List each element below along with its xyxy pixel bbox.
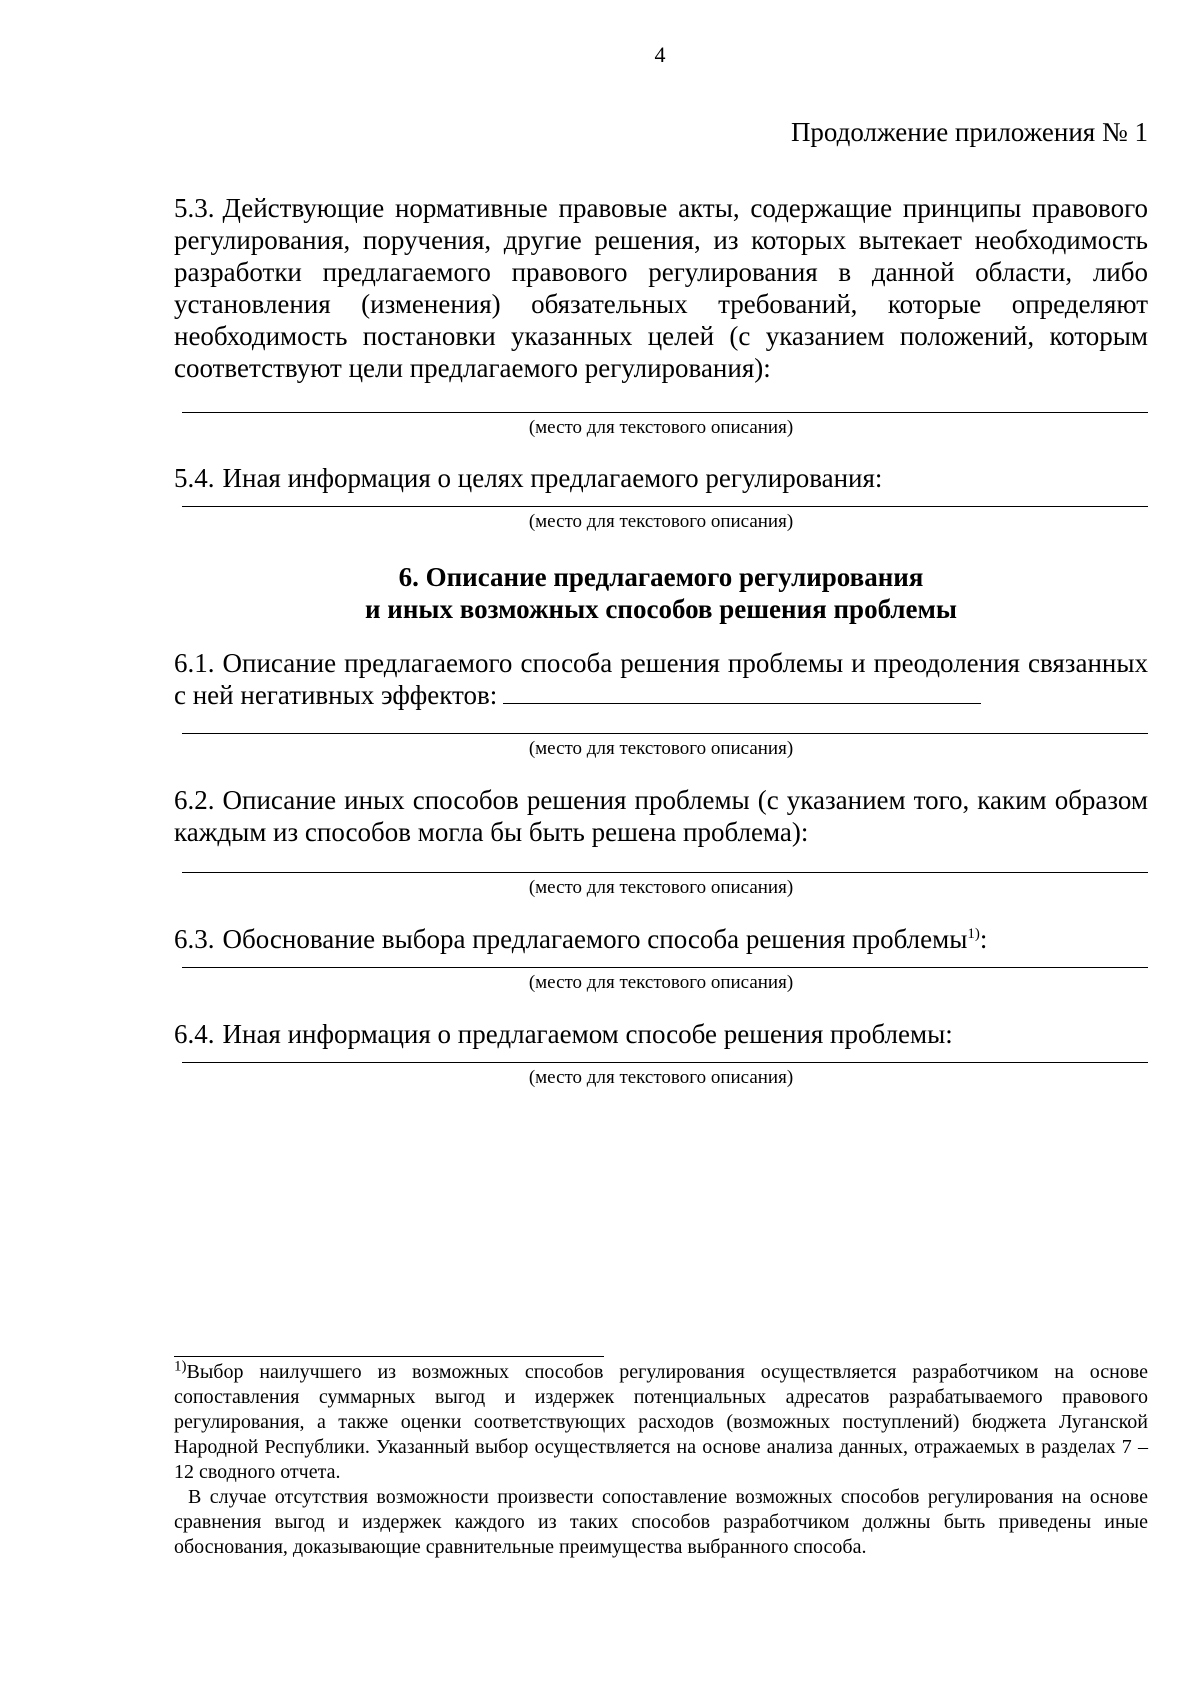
heading-line-2: и иных возможных способов решения проблемы	[364, 594, 958, 624]
text-entry-line[interactable]	[182, 1062, 1148, 1063]
text-entry-line[interactable]	[182, 506, 1148, 507]
section-6-4	[174, 1018, 1148, 1050]
section-suffix: :	[979, 924, 988, 954]
placeholder-caption: (место для текстового описания)	[528, 1067, 794, 1088]
footnote-text: Выбор наилучшего из возможных способов регулирования осуществляется разработчиком на основе сопоставления суммарных выгод и издержек потенциальных адресатов разрабатываемого правового регулирования, а также оценки соответствующих расходов (возможных поступлений) бюджета Луганской Народной Республики. Указанный выбор осуществляется на основе анализа данных, отражаемых в разделах 7 – 12 сводного отчета.	[174, 1361, 1148, 1483]
section-number: 6.4.	[174, 1019, 215, 1049]
footnote-separator	[174, 1356, 604, 1357]
section-number: 5.4.	[174, 463, 215, 493]
section-number: 6.1.	[174, 648, 215, 678]
footnote-1-continued: В случае отсутствия возможности произвести сопоставление возможных способов регулирования на основе сравнения выгод и издержек каждого из таких способов разработчиком должны быть приведены иные обоснования, доказывающие сравнительные преимущества выбранного способа.	[174, 1486, 1148, 1558]
heading-line-1: 6. Описание предлагаемого регулирования	[398, 562, 924, 592]
section-text: Описание предлагаемого способа решения проблемы и преодоления связанных с ней негативных эффектов:	[174, 648, 1148, 710]
section-text: Иная информация о предлагаемом способе решения проблемы:	[222, 1019, 953, 1049]
section-text: Обоснование выбора предлагаемого способа решения проблемы	[222, 924, 968, 954]
section-text: Описание иных способов решения проблемы (с указанием того, каким образом каждым из способов могла бы быть решена проблема):	[174, 785, 1148, 847]
section-5-3	[174, 192, 1148, 384]
page-number: 4	[654, 42, 666, 67]
section-6-2	[174, 784, 1148, 848]
section-number: 6.3.	[174, 924, 215, 954]
section-number: 6.2.	[174, 785, 215, 815]
placeholder-caption: (место для текстового описания)	[528, 511, 794, 532]
document-body	[174, 192, 1148, 1089]
section-text: Иная информация о целях предлагаемого регулирования:	[222, 463, 883, 493]
section-6-heading	[174, 561, 1148, 625]
section-6-3	[174, 923, 1148, 955]
placeholder-caption: (место для текстового описания)	[528, 972, 794, 993]
placeholder-caption: (место для текстового описания)	[528, 417, 794, 438]
footnotes	[174, 1360, 1148, 1560]
appendix-note: Продолжение приложения № 1	[790, 117, 1148, 147]
footnote-mark: 1)	[174, 1358, 187, 1375]
text-entry-line[interactable]	[182, 967, 1148, 968]
section-6-1	[174, 647, 1148, 711]
section-5-4	[174, 462, 1148, 494]
section-text: Действующие нормативные правовые акты, содержащие принципы правового регулирования, поручения, другие решения, из которых вытекает необходимость разработки предлагаемого правового регулирования в данной области, либо установления (изменения) обязательных требований, которые определяют необходимость постановки указанных целей (с указанием положений, которым соответствуют цели предлагаемого регулирования):	[174, 193, 1148, 383]
inline-entry-line[interactable]	[503, 681, 981, 704]
footnote-reference[interactable]: 1)	[967, 926, 980, 942]
text-entry-line[interactable]	[182, 733, 1148, 734]
section-number: 5.3.	[174, 193, 215, 223]
placeholder-caption: (место для текстового описания)	[528, 877, 794, 898]
text-entry-line[interactable]	[182, 412, 1148, 413]
placeholder-caption: (место для текстового описания)	[528, 738, 794, 759]
footnote-1	[174, 1360, 1148, 1485]
text-entry-line[interactable]	[182, 872, 1148, 873]
